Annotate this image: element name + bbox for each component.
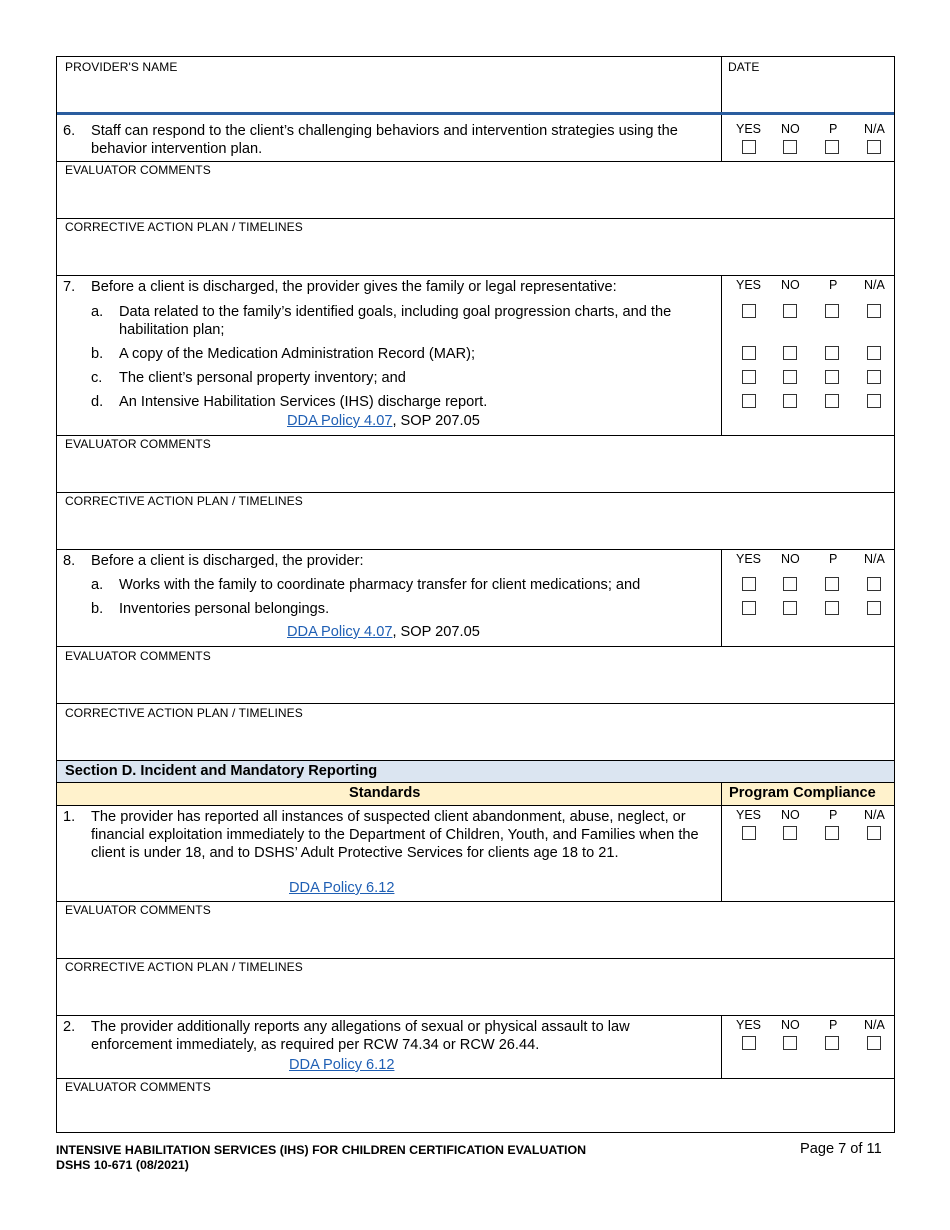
item-7-policy-sop: , SOP 207.05 [392, 413, 480, 429]
item-7b-text: A copy of the Medication Administration Record (MAR); [119, 346, 476, 362]
yes-header: YES [736, 1018, 762, 1032]
date-label: DATE [728, 60, 760, 74]
page-number: Page 7 of 11 [800, 1141, 882, 1157]
rule [57, 958, 894, 959]
rule [57, 901, 894, 902]
item-7a-p-checkbox[interactable] [825, 304, 839, 318]
p-header: P [829, 552, 838, 566]
item-7a-text: Data related to the family’s identified goals, including goal progression charts, and the habilitation plan; [119, 304, 672, 338]
d-item-1-evaluator-comments[interactable]: EVALUATOR COMMENTS [65, 903, 211, 917]
na-header: N/A [864, 122, 885, 136]
p-header: P [829, 278, 838, 292]
item-7c-p-checkbox[interactable] [825, 370, 839, 384]
col-divider-6 [721, 115, 722, 161]
item-8-evaluator-comments[interactable]: EVALUATOR COMMENTS [65, 649, 211, 663]
standards-band [57, 783, 894, 805]
item-7d-p-checkbox[interactable] [825, 394, 839, 408]
program-compliance-header: Program Compliance [729, 785, 876, 801]
footer-form-number: DSHS 10-671 (08/2021) [56, 1158, 189, 1172]
item-7d-letter: d. [91, 394, 104, 410]
no-header: NO [781, 808, 800, 822]
d-item-2-yes-checkbox[interactable] [742, 1036, 756, 1050]
d-item-2-p-checkbox[interactable] [825, 1036, 839, 1050]
rule [57, 1015, 894, 1016]
item-7a-yes-checkbox[interactable] [742, 304, 756, 318]
item-8-number: 8. [63, 553, 76, 569]
item-8b-p-checkbox[interactable] [825, 601, 839, 615]
col-divider-7 [721, 275, 722, 435]
item-8a-yes-checkbox[interactable] [742, 577, 756, 591]
item-7b-p-checkbox[interactable] [825, 346, 839, 360]
footer [56, 1143, 586, 1173]
footer-title: INTENSIVE HABILITATION SERVICES (IHS) FOR CHILDREN CERTIFICATION EVALUATION [56, 1143, 587, 1157]
item-7d-no-checkbox[interactable] [783, 394, 797, 408]
na-header: N/A [864, 278, 885, 292]
d-item-2-text: The provider additionally reports any allegations of sexual or physical assault to law enforcement immediately, as required per RCW 74.34 or RCW 26.44. [91, 1019, 630, 1053]
item-7-policy-link[interactable]: DDA Policy 4.07 [287, 413, 393, 429]
item-6-number: 6. [63, 123, 76, 139]
item-8a-no-checkbox[interactable] [783, 577, 797, 591]
item-8-corrective-action[interactable]: CORRECTIVE ACTION PLAN / TIMELINES [65, 706, 303, 720]
item-7c-na-checkbox[interactable] [867, 370, 881, 384]
item-7a-no-checkbox[interactable] [783, 304, 797, 318]
col-divider-standards [721, 783, 722, 805]
col-divider-d2 [721, 1015, 722, 1078]
item-7c-text: The client’s personal property inventory; and [119, 370, 406, 386]
item-8a-text: Works with the family to coordinate pharmacy transfer for client medications; and [119, 577, 641, 593]
header-bottom-rule [57, 112, 894, 115]
rule [57, 275, 894, 276]
item-7c-no-checkbox[interactable] [783, 370, 797, 384]
d-item-1-number: 1. [63, 809, 76, 825]
p-header: P [829, 808, 838, 822]
item-7a-letter: a. [91, 304, 104, 320]
item-6-evaluator-comments[interactable]: EVALUATOR COMMENTS [65, 163, 211, 177]
yes-header: YES [736, 552, 762, 566]
standards-header: Standards [349, 785, 421, 801]
item-6-corrective-action[interactable]: CORRECTIVE ACTION PLAN / TIMELINES [65, 220, 303, 234]
item-8-policy [287, 623, 480, 641]
item-7d-yes-checkbox[interactable] [742, 394, 756, 408]
yes-header: YES [736, 808, 762, 822]
item-8a-na-checkbox[interactable] [867, 577, 881, 591]
d-item-1-no-checkbox[interactable] [783, 826, 797, 840]
item-8-policy-sop: , SOP 207.05 [392, 624, 480, 640]
section-d-title: Section D. Incident and Mandatory Reporting [65, 763, 378, 779]
d-item-1-policy-link[interactable]: DDA Policy 6.12 [289, 880, 395, 896]
no-header: NO [781, 1018, 800, 1032]
item-7-corrective-action[interactable]: CORRECTIVE ACTION PLAN / TIMELINES [65, 494, 303, 508]
rule [57, 492, 894, 493]
p-header: P [829, 122, 838, 136]
d-item-2-no-checkbox[interactable] [783, 1036, 797, 1050]
item-8-policy-link[interactable]: DDA Policy 4.07 [287, 624, 393, 640]
d-item-1-p-checkbox[interactable] [825, 826, 839, 840]
item-7b-no-checkbox[interactable] [783, 346, 797, 360]
item-7b-yes-checkbox[interactable] [742, 346, 756, 360]
d-item-1-yes-checkbox[interactable] [742, 826, 756, 840]
item-7-number: 7. [63, 279, 76, 295]
item-7-evaluator-comments[interactable]: EVALUATOR COMMENTS [65, 437, 211, 451]
item-8b-text: Inventories personal belongings. [119, 601, 330, 617]
rule [57, 218, 894, 219]
d-item-1-policy [289, 879, 394, 897]
item-7c-yes-checkbox[interactable] [742, 370, 756, 384]
yes-header: YES [736, 278, 762, 292]
evaluation-form [56, 56, 895, 1133]
rule [57, 703, 894, 704]
rule [57, 435, 894, 436]
d-item-1-corrective-action[interactable]: CORRECTIVE ACTION PLAN / TIMELINES [65, 960, 303, 974]
item-7b-letter: b. [91, 346, 104, 362]
item-7b-na-checkbox[interactable] [867, 346, 881, 360]
rule [57, 549, 894, 550]
item-8b-no-checkbox[interactable] [783, 601, 797, 615]
p-header: P [829, 1018, 838, 1032]
item-8b-letter: b. [91, 601, 104, 617]
item-8a-p-checkbox[interactable] [825, 577, 839, 591]
no-header: NO [781, 122, 800, 136]
item-6-text: Staff can respond to the client’s challenging behaviors and intervention strategies using the behavior intervention plan. [91, 123, 678, 157]
rule [57, 161, 894, 162]
item-8b-na-checkbox[interactable] [867, 601, 881, 615]
d-item-2-na-checkbox[interactable] [867, 1036, 881, 1050]
item-7-text: Before a client is discharged, the provider gives the family or legal representative: [91, 279, 617, 295]
d-item-2-policy-link[interactable]: DDA Policy 6.12 [289, 1057, 395, 1073]
na-header: N/A [864, 552, 885, 566]
item-6-yes-checkbox[interactable] [742, 140, 756, 154]
item-7-policy [287, 412, 480, 430]
rule [57, 646, 894, 647]
section-d-band [57, 761, 894, 782]
na-header: N/A [864, 808, 885, 822]
na-header: N/A [864, 1018, 885, 1032]
d-item-1-na-checkbox[interactable] [867, 826, 881, 840]
d-item-2-evaluator-comments[interactable]: EVALUATOR COMMENTS [65, 1080, 211, 1094]
item-6-p-checkbox[interactable] [825, 140, 839, 154]
rule [57, 805, 894, 806]
rule [57, 1078, 894, 1079]
item-7d-na-checkbox[interactable] [867, 394, 881, 408]
d-item-1-text: The provider has reported all instances of suspected client abandonment, abuse, neglect, or financial exploitation immediately to the Department of Children, Youth, and Families when the client is under 18, and to DSHS’ Adult Protective Services for clients age 18 to 21. [91, 809, 699, 861]
header-divider [721, 57, 722, 113]
no-header: NO [781, 278, 800, 292]
provider-name-label: PROVIDER'S NAME [65, 60, 178, 74]
item-6-no-checkbox[interactable] [783, 140, 797, 154]
yes-header: YES [736, 122, 762, 136]
no-header: NO [781, 552, 800, 566]
item-7c-letter: c. [91, 370, 103, 386]
item-7a-na-checkbox[interactable] [867, 304, 881, 318]
d-item-2-policy [289, 1056, 394, 1074]
d-item-2-number: 2. [63, 1019, 76, 1035]
col-divider-d1 [721, 805, 722, 901]
item-6-na-checkbox[interactable] [867, 140, 881, 154]
col-divider-8 [721, 549, 722, 646]
item-8a-letter: a. [91, 577, 104, 593]
item-7d-text: An Intensive Habilitation Services (IHS) discharge report. [119, 394, 488, 410]
item-8-text: Before a client is discharged, the provider: [91, 553, 364, 569]
item-8b-yes-checkbox[interactable] [742, 601, 756, 615]
